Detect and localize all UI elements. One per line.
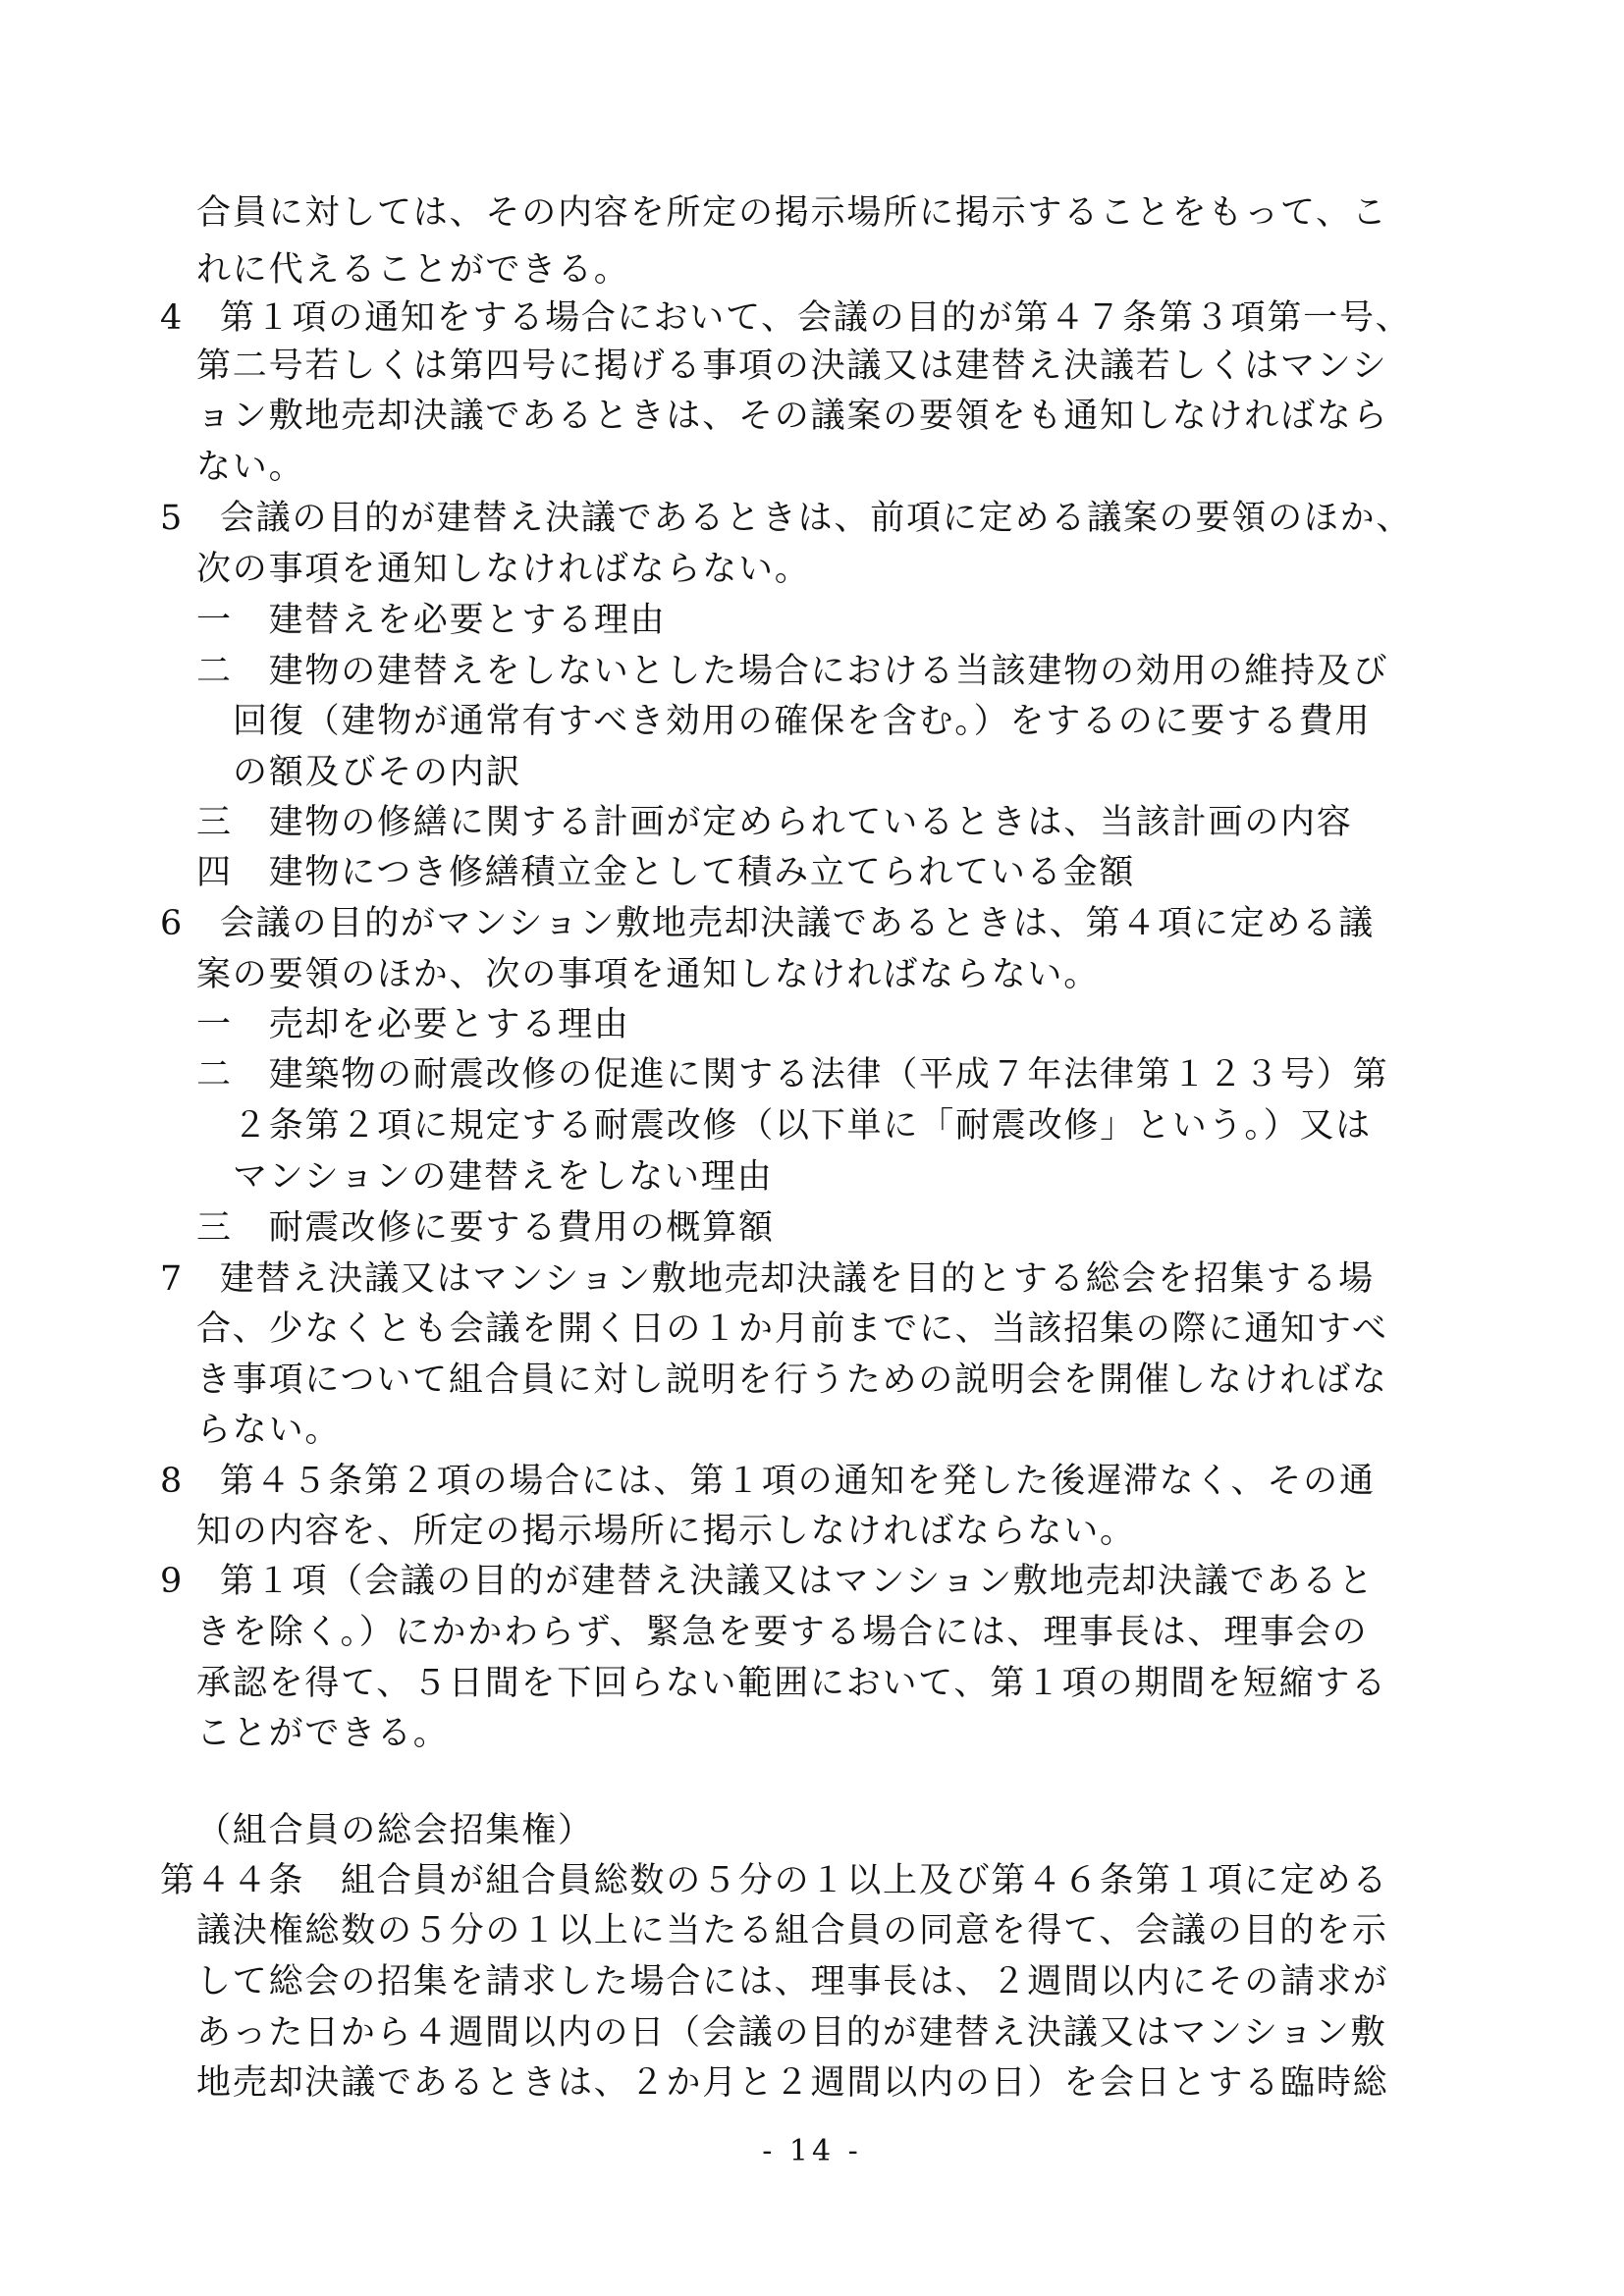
text-line: の額及びその内訳	[233, 753, 522, 792]
text-line: 9 第１項（会議の目的が建替え決議又はマンション敷地売却決議であると	[160, 1562, 1375, 1601]
page-number: - 14 -	[762, 2134, 862, 2168]
text-line: きを除く。）にかかわらず、緊急を要する場合には、理事長は、理事会の	[196, 1613, 1369, 1652]
text-line: ことができる。	[196, 1714, 450, 1753]
text-line: 二 建築物の耐震改修の促進に関する法律（平成７年法律第１２３号）第	[196, 1055, 1389, 1095]
text-line: 四 建物につき修繕積立金として積み立てられている金額	[196, 853, 1136, 892]
text-line: 三 建物の修繕に関する計画が定められているときは、当該計画の内容	[196, 803, 1353, 842]
text-line: 合員に対しては、その内容を所定の掲示場所に掲示することをもって、こ	[196, 193, 1388, 233]
text-line: 第二号若しくは第四号に掲げる事項の決議又は建替え決議若しくはマンシ	[196, 347, 1388, 386]
text-line: 7 建替え決議又はマンション敷地売却決議を目的とする総会を招集する場	[160, 1259, 1375, 1299]
text-line: ない。	[196, 448, 305, 487]
text-line: 二 建物の建替えをしないとした場合における当該建物の効用の維持及び	[196, 652, 1389, 691]
text-line: 地売却決議であるときは、２か月と２週間以内の日）を会日とする臨時総	[196, 2063, 1389, 2103]
text-line: ョン敷地売却決議であるときは、その議案の要領をも通知しなければなら	[196, 397, 1389, 436]
text-line: 8 第４５条第２項の場合には、第１項の通知を発した後遅滞なく、その通	[160, 1462, 1376, 1501]
text-line: 承認を得て、５日間を下回らない範囲において、第１項の期間を短縮する	[196, 1664, 1388, 1703]
article-line: 第４４条 組合員が組合員総数の５分の１以上及び第４６条第１項に定める	[160, 1861, 1389, 1900]
text-line: マンションの建替えをしない理由	[233, 1157, 774, 1197]
text-line: 6 会議の目的がマンション敷地売却決議であるときは、第４項に定める議	[160, 904, 1375, 943]
text-line: らない。	[196, 1411, 342, 1450]
text-line: 三 耐震改修に要する費用の概算額	[196, 1208, 775, 1248]
section-heading: （組合員の総会招集権）	[196, 1811, 594, 1850]
text-line: 議決権総数の５分の１以上に当たる組合員の同意を得て、会議の目的を示	[196, 1911, 1388, 1950]
text-line: 5 会議の目的が建替え決議であるときは、前項に定める議案の要領のほか、	[160, 499, 1413, 538]
text-line: 一 売却を必要とする理由	[196, 1005, 630, 1044]
text-line: れに代えることができる。	[196, 250, 630, 290]
text-line: 次の事項を通知しなければならない。	[196, 550, 811, 589]
text-line: 合、少なくとも会議を開く日の１か月前までに、当該招集の際に通知すべ	[196, 1309, 1388, 1349]
text-line: ２条第２項に規定する耐震改修（以下単に「耐震改修」という。）又は	[233, 1106, 1373, 1146]
text-line: き事項について組合員に対し説明を行うための説明会を開催しなければな	[196, 1361, 1388, 1400]
text-line: あった日から４週間以内の日（会議の目的が建替え決議又はマンション敷	[196, 2013, 1387, 2053]
text-line: 回復（建物が通常有すべき効用の確保を含む。）をするのに要する費用	[233, 702, 1372, 741]
text-line: 4 第１項の通知をする場合において、会議の目的が第４７条第３項第一号、	[160, 298, 1412, 338]
text-line: して総会の招集を請求した場合には、理事長は、２週間以内にその請求が	[196, 1962, 1389, 2002]
text-line: 案の要領のほか、次の事項を通知しなければならない。	[196, 955, 1101, 994]
text-line: 知の内容を、所定の掲示場所に掲示しなければならない。	[196, 1512, 1136, 1551]
text-line: 一 建替えを必要とする理由	[196, 601, 667, 640]
